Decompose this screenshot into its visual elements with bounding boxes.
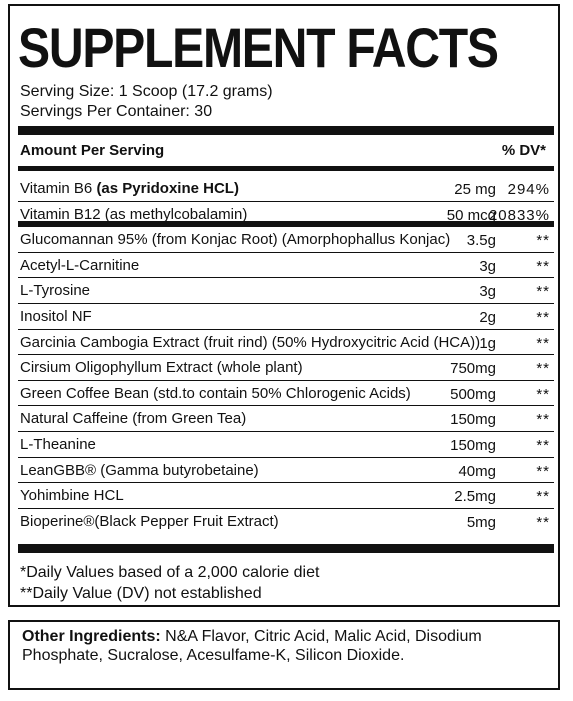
ingredient-name xyxy=(20,231,450,248)
thick-divider-header xyxy=(18,166,554,171)
ingredient-name xyxy=(20,282,90,299)
table-row xyxy=(18,176,554,202)
column-header xyxy=(20,140,552,162)
ingredient-dv: ** xyxy=(536,385,550,403)
ingredient-name-text: Bioperine®(Black Pepper Fruit Extract) xyxy=(20,512,279,530)
ingredient-dv: ** xyxy=(536,232,550,250)
table-row xyxy=(18,483,554,509)
table-row xyxy=(18,330,554,356)
ingredient-name xyxy=(20,385,411,402)
ingredient-name-text: Garcinia Cambogia Extract (fruit rind) (50% Hydroxycitric Acid (HCA)) xyxy=(20,333,481,351)
ingredient-name-text: Vitamin B6 xyxy=(20,180,97,197)
ingredient-dv: ** xyxy=(536,308,550,326)
ingredient-amount: 150mg xyxy=(450,436,496,454)
ingredient-name xyxy=(20,513,279,530)
ingredient-dv: ** xyxy=(536,513,550,531)
ingredient-amount: 1g xyxy=(479,334,496,352)
ingredient-name-bold: (as Pyridoxine HCL) xyxy=(96,180,239,197)
other-ingredients-text xyxy=(22,627,542,665)
other-ingredients-label: Other Ingredients: xyxy=(22,628,161,645)
ingredient-dv: ** xyxy=(536,283,550,301)
panel-title: SUPPLEMENT FACTS xyxy=(18,16,498,79)
ingredient-name xyxy=(20,206,247,223)
ingredient-dv: ** xyxy=(536,488,550,506)
ingredient-amount: 750mg xyxy=(450,360,496,378)
ingredient-name xyxy=(20,462,259,479)
ingredient-name-text: Glucomannan 95% (from Konjac Root) (Amorphophallus Konjac) xyxy=(20,231,451,249)
table-row xyxy=(18,432,554,458)
other-ingredients-list: N&A Flavor, Citric Acid, Malic Acid, Disodium Phosphate, Sucralose, Acesulfame-K, Silicon Dioxide. xyxy=(22,628,482,664)
ingredient-dv: 20833% xyxy=(488,206,550,224)
ingredient-dv: ** xyxy=(536,334,550,352)
other-ingredients-panel xyxy=(8,620,560,690)
table-row xyxy=(18,278,554,304)
ingredient-amount: 5mg xyxy=(466,513,496,531)
table-row xyxy=(18,253,554,279)
ingredient-dv: ** xyxy=(536,257,550,275)
ingredient-name-text: Vitamin B12 (as methylcobalamin) xyxy=(20,205,248,223)
ingredient-name xyxy=(20,308,92,325)
serving-size: Serving Size: 1 Scoop (17.2 grams) xyxy=(20,83,273,100)
ingredient-name xyxy=(20,436,96,453)
ingredient-amount: 500mg xyxy=(450,385,496,403)
ingredient-dv: ** xyxy=(536,360,550,378)
ingredient-name-text: Yohimbine HCL xyxy=(20,487,124,505)
ingredient-amount: 2g xyxy=(479,308,496,326)
ingredient-amount: 40mg xyxy=(458,462,496,480)
ingredient-dv: ** xyxy=(536,411,550,429)
table-row xyxy=(18,304,554,330)
ingredient-name xyxy=(20,359,303,376)
ingredient-table xyxy=(18,176,554,534)
thick-divider-bottom xyxy=(18,544,554,553)
ingredient-amount: 3g xyxy=(479,257,496,275)
ingredient-name-text: Inositol NF xyxy=(20,307,92,325)
table-row xyxy=(18,227,554,253)
ingredient-name xyxy=(20,410,246,427)
ingredient-name xyxy=(20,334,480,351)
table-row xyxy=(18,381,554,407)
ingredient-dv: 294% xyxy=(507,181,550,198)
ingredient-name-text: Acetyl-L-Carnitine xyxy=(20,256,140,274)
table-row xyxy=(18,458,554,484)
table-row xyxy=(18,509,554,535)
supplement-facts-panel xyxy=(8,4,560,607)
footnote-not-established: **Daily Value (DV) not established xyxy=(20,585,262,602)
amount-per-serving-header: Amount Per Serving xyxy=(20,142,165,159)
ingredient-amount: 25 mg xyxy=(454,181,496,198)
ingredient-name-text: Cirsium Oligophyllum Extract (whole plant) xyxy=(20,359,303,377)
ingredient-amount: 150mg xyxy=(450,411,496,429)
ingredient-name-text: L-Tyrosine xyxy=(20,282,91,300)
footnotes xyxy=(20,562,319,604)
ingredient-dv: ** xyxy=(536,462,550,480)
ingredient-name-text: LeanGBB® (Gamma butyrobetaine) xyxy=(20,461,259,479)
ingredient-name xyxy=(20,257,139,274)
table-row xyxy=(18,355,554,381)
servings-per-container: Servings Per Container: 30 xyxy=(20,103,213,120)
ingredient-amount: 50 mcg xyxy=(446,206,496,224)
thick-divider-top xyxy=(18,126,554,135)
ingredient-name-text: Green Coffee Bean (std.to contain 50% Chlorogenic Acids) xyxy=(20,384,411,402)
ingredient-name xyxy=(20,487,124,504)
table-row xyxy=(18,406,554,432)
ingredient-name-text: Natural Caffeine (from Green Tea) xyxy=(20,410,247,428)
ingredient-dv: ** xyxy=(536,436,550,454)
ingredient-name xyxy=(20,180,239,197)
table-row xyxy=(18,202,554,228)
ingredient-amount: 2.5mg xyxy=(454,488,496,506)
ingredient-amount: 3g xyxy=(479,283,496,301)
dv-header: % DV* xyxy=(501,142,546,159)
ingredient-name-text: L-Theanine xyxy=(20,435,96,453)
ingredient-amount: 3.5g xyxy=(466,232,496,250)
footnote-dv: *Daily Values based of a 2,000 calorie diet xyxy=(20,564,320,581)
